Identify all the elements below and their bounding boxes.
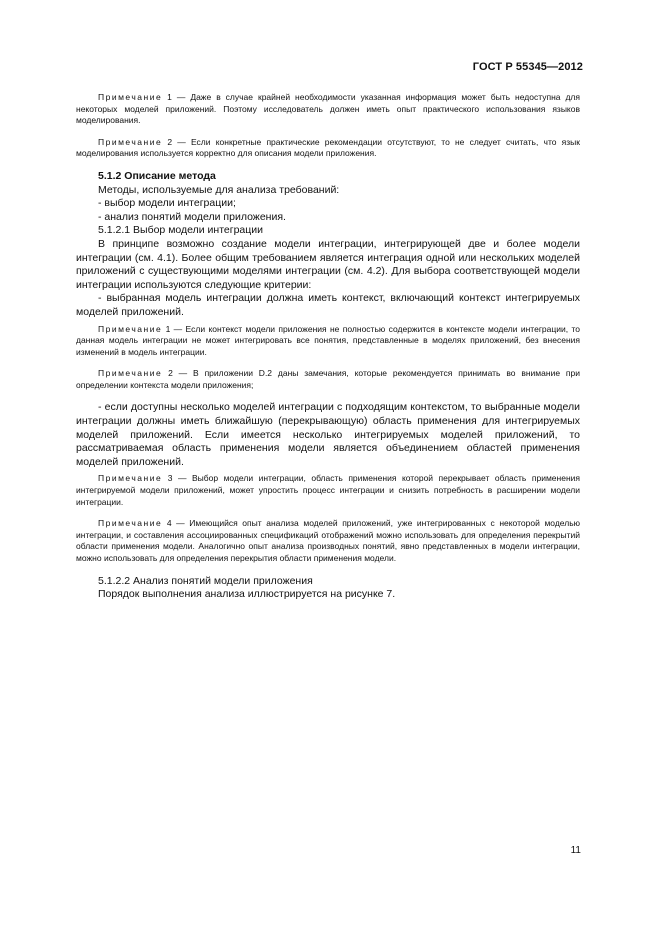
- methods-list-item: - выбор модели интеграции;: [98, 197, 236, 210]
- note-paragraph: [76, 518, 580, 564]
- subsection-heading: 5.1.2.1 Выбор модели интеграции: [98, 224, 263, 237]
- note-label: Примечание: [98, 136, 163, 147]
- note-label: Примечание: [98, 473, 163, 484]
- body-paragraph: В принципе возможно создание модели интеграции, интегрирующей две и более модели интеграции (см. 4.1). Более общим требованием является интеграция одной или нескольких моделей приложений с существующими моделями интеграции (см. 4.2). Для выбора соответствующей модели интеграции используются следующие критерии:: [76, 237, 580, 291]
- note-paragraph: [76, 137, 580, 160]
- note-paragraph: [76, 92, 580, 127]
- methods-intro: Методы, используемые для анализа требований:: [98, 183, 340, 196]
- standard-code-header: ГОСТ Р 55345—2012: [472, 61, 583, 73]
- note-text: 2 — В приложении D.2 даны замечания, которые рекомендуется принимать во внимание при определении контекста модели приложения;: [76, 368, 580, 390]
- note-label: Примечание: [98, 323, 163, 334]
- note-text: 3 — Выбор модели интеграции, область применения которой перекрывает область применения интегрируемой модели приложений, может упростить процесс интеграции и снизить потребность в расширении модели интеграции.: [76, 473, 580, 507]
- body-paragraph: Порядок выполнения анализа иллюстрируется на рисунке 7.: [98, 588, 396, 601]
- page-content: [76, 92, 580, 602]
- note-text: 2 — Если конкретные практические рекомендации отсутствуют, то не следует считать, что язык моделирования используется корректно для описания модели приложения.: [76, 136, 580, 159]
- section-heading: 5.1.2 Описание метода: [98, 169, 216, 182]
- criterion-item: - выбранная модель интеграции должна иметь контекст, включающий контекст интегрируемых моделей приложений.: [76, 292, 580, 318]
- note-text: 1 — Даже в случае крайней необходимости указанная информация может быть недоступна для некоторых моделей приложений. Поэтому исследователь должен иметь опыт практического использования языков моделирования.: [76, 92, 580, 126]
- note-label: Примечание: [98, 92, 163, 102]
- note-label: Примечание: [98, 368, 163, 379]
- note-label: Примечание: [98, 518, 163, 529]
- methods-list-item: - анализ понятий модели приложения.: [98, 210, 286, 223]
- note-paragraph: [76, 473, 580, 508]
- criterion-item: - если доступны несколько моделей интеграции с подходящим контекстом, то выбранные модели интеграции должны иметь ближайшую (перекрывающую) область применения для интегрируемых моделей приложений. Если имеется несколько интегрируемых моделей приложений, то рассматриваемая область применения модели является объединением областей применения моделей приложений.: [76, 401, 580, 468]
- subsection-heading: 5.1.2.2 Анализ понятий модели приложения: [98, 574, 313, 587]
- note-paragraph: [76, 368, 580, 391]
- page-number: 11: [570, 845, 581, 856]
- note-paragraph: [76, 324, 580, 359]
- note-text: 1 — Если контекст модели приложения не полностью содержится в контексте модели интеграции, то данная модель интеграции не может интегрировать все понятия, представленные в моделях приложений, без внесения изменений в модель интеграции.: [76, 323, 580, 357]
- note-text: 4 — Имеющийся опыт анализа моделей приложений, уже интегрированных с некоторой моделью интеграции, и составления ассоциированных спецификаций отображений можно использовать для определения перекрытий области применения модели. Аналогично опыт анализа производных понятий, явно представленных в модели интеграции, можно использовать для определения перекрытия области применения модели.: [76, 518, 580, 563]
